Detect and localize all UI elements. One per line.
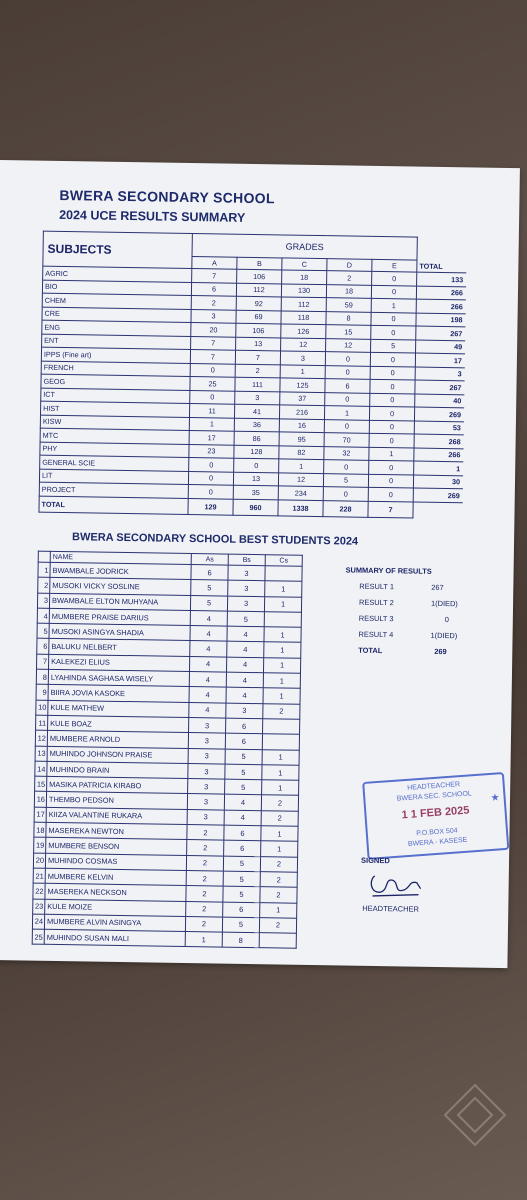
student-no: 19 [34, 837, 46, 852]
grade-count-e: 0 [370, 379, 415, 393]
student-name: MASEREKA NEWTON [46, 822, 187, 840]
student-no: 20 [33, 853, 45, 868]
student-as: 5 [191, 580, 228, 596]
grade-count-total: 53 [414, 421, 464, 435]
summary-value: 0 [444, 615, 450, 625]
student-as: 4 [189, 672, 226, 688]
student-name: KULE MATHEW [48, 700, 189, 718]
student-bs: 5 [225, 779, 262, 795]
grade-count-c: 216 [279, 405, 324, 419]
student-bs: 3 [226, 703, 263, 719]
tile-pattern-icon [440, 1080, 510, 1150]
grade-letter: D [327, 259, 372, 272]
results-sheet [0, 160, 520, 968]
student-name: MUMBERE BENSON [46, 838, 187, 856]
student-no: 6 [37, 639, 49, 654]
stamp-line: BWERA SEC. SCHOOL [396, 790, 473, 803]
grade-count-total: 267 [416, 326, 466, 340]
grade-count-e: 0 [370, 366, 415, 380]
student-cs: 1 [265, 581, 302, 597]
grade-count-d: 5 [323, 473, 368, 487]
school-stamp [362, 772, 509, 860]
grade-count-c: 16 [279, 418, 324, 432]
subject-name: FRENCH [41, 361, 190, 377]
grade-count-c: 3 [280, 351, 325, 365]
grade-count-a: 0 [188, 484, 233, 498]
summary-of-results [344, 565, 458, 662]
grade-letter: E [372, 259, 417, 272]
student-bs: 4 [227, 626, 264, 642]
grade-count-total: 30 [413, 475, 463, 489]
grade-count-a: 7 [190, 350, 235, 364]
report-title: 2024 UCE RESULTS SUMMARY [59, 207, 246, 225]
student-cs: 2 [259, 917, 296, 933]
grade-count-c: 12 [281, 337, 326, 351]
student-bs: 5 [225, 749, 262, 765]
summary-label: RESULT 2 [359, 597, 394, 608]
grade-count-c: 18 [282, 270, 327, 284]
grade-count-b: 41 [234, 404, 279, 418]
student-bs: 5 [223, 886, 260, 902]
student-cs [265, 566, 302, 582]
total-d: 228 [323, 500, 368, 517]
student-bs: 4 [224, 795, 261, 811]
grade-count-a: 0 [188, 471, 233, 485]
student-bs: 5 [225, 764, 262, 780]
grade-count-b: 13 [233, 472, 278, 486]
grade-count-d: 2 [327, 271, 372, 285]
student-name: BALUKU NELBERT [49, 639, 190, 657]
grade-count-total: 3 [415, 367, 465, 381]
stamp-line: P.O.BOX 504 [415, 827, 458, 838]
student-bs: 3 [228, 580, 265, 596]
grade-count-e: 0 [370, 352, 415, 366]
grade-count-b: 86 [234, 431, 279, 445]
student-name: KULE MOIZE [45, 899, 186, 917]
student-no: 1 [38, 562, 50, 577]
student-cs: 2 [260, 872, 297, 888]
student-bs: 5 [223, 871, 260, 887]
total-e: 7 [368, 501, 413, 518]
student-as: 5 [190, 595, 227, 611]
grade-count-e: 0 [370, 393, 415, 407]
student-name: MUHINDO BRAIN [47, 761, 188, 779]
student-as: 2 [187, 840, 224, 856]
subject-name: PROJECT [39, 482, 188, 498]
summary-label: RESULT 1 [359, 581, 395, 592]
grade-count-total: 17 [415, 353, 465, 367]
student-bs: 5 [223, 856, 260, 872]
student-as: 2 [186, 886, 223, 902]
grade-count-a: 0 [190, 390, 235, 404]
student-bs: 6 [224, 825, 261, 841]
student-cs: 1 [261, 841, 298, 857]
grade-letter: A [192, 257, 237, 270]
student-name: MUHINDO SUSAN MALI [44, 929, 185, 947]
grade-count-total: 49 [416, 340, 466, 354]
grade-count-e: 0 [369, 420, 414, 434]
student-name: BWAMBALE JODRICK [50, 562, 191, 580]
grade-count-d: 15 [326, 325, 371, 339]
student-no: 8 [36, 669, 48, 684]
grade-count-total: 266 [414, 448, 464, 462]
headteacher-label: HEADTEACHER [362, 903, 420, 914]
student-cs: 1 [263, 673, 300, 689]
student-bs: 4 [227, 642, 264, 658]
student-no: 3 [37, 593, 49, 608]
student-as: 3 [188, 733, 225, 749]
student-no: 15 [35, 776, 47, 791]
stamp-date: 1 1 FEB 2025 [401, 804, 470, 822]
student-cs: 2 [263, 703, 300, 719]
grade-count-d: 0 [324, 419, 369, 433]
grade-count-a: 6 [191, 282, 236, 296]
grade-letter: B [237, 257, 282, 270]
grade-count-b: 36 [234, 418, 279, 432]
grade-count-e: 0 [371, 312, 416, 326]
grade-count-a: 0 [190, 363, 235, 377]
student-as: 2 [186, 855, 223, 871]
student-as: 4 [189, 702, 226, 718]
grade-count-c: 95 [279, 432, 324, 446]
student-no: 12 [35, 730, 47, 745]
grade-count-e: 0 [371, 285, 416, 299]
student-no: 24 [32, 914, 44, 929]
student-as: 4 [189, 687, 226, 703]
student-no: 17 [34, 807, 46, 822]
subject-name: MTC [40, 428, 189, 444]
grade-count-c: 126 [281, 324, 326, 338]
student-cs: 2 [260, 856, 297, 872]
student-cs: 1 [264, 596, 301, 612]
student-no: 7 [37, 654, 49, 669]
grade-letter: C [282, 258, 327, 271]
total-a: 129 [188, 498, 233, 515]
cs-header: Cs [265, 555, 302, 567]
grade-count-d: 6 [325, 379, 370, 393]
grade-count-e: 0 [369, 406, 414, 420]
grade-count-e: 0 [368, 474, 413, 488]
student-bs: 8 [222, 932, 259, 948]
grade-count-b: 35 [233, 485, 278, 499]
grade-count-e: 1 [369, 447, 414, 461]
student-cs: 1 [262, 780, 299, 796]
grade-count-total: 266 [416, 286, 466, 300]
subject-name: AGRIC [43, 266, 192, 282]
total-b: 960 [233, 499, 278, 516]
student-name: MUMBERE KELVIN [45, 868, 186, 886]
name-header: NAME [50, 551, 191, 564]
grade-count-b: 111 [235, 377, 280, 391]
summary-title: SUMMARY OF RESULTS [345, 565, 432, 576]
student-cs [259, 933, 296, 949]
student-cs: 2 [260, 887, 297, 903]
subject-name: ICT [41, 388, 190, 404]
grade-count-b: 92 [236, 296, 281, 310]
grade-count-a: 7 [192, 269, 237, 283]
student-name: MUHINDO JOHNSON PRAISE [47, 746, 188, 764]
student-name: BIIRA JOVIA KASOKE [48, 685, 189, 703]
student-name: MUSOKI VICKY SOSLINE [50, 578, 191, 596]
grade-count-d: 0 [325, 392, 370, 406]
subject-name: BIO [42, 280, 191, 296]
student-name: KULE BOAZ [48, 715, 189, 733]
grade-count-total: 266 [416, 299, 466, 313]
student-no: 11 [36, 715, 48, 730]
subject-name: KISW [40, 415, 189, 431]
grade-count-a: 17 [189, 431, 234, 445]
subject-name: IPPS (Fine art) [41, 347, 190, 363]
as-header: As [191, 554, 228, 566]
grade-count-c: 12 [278, 472, 323, 486]
grade-count-total: 269 [414, 407, 464, 421]
student-cs: 1 [263, 657, 300, 673]
grade-count-d: 32 [324, 446, 369, 460]
subject-name: PHY [40, 442, 189, 458]
student-name: MASEREKA NECKSON [45, 884, 186, 902]
student-no: 2 [38, 577, 50, 592]
summary-value: 1(DIED) [431, 598, 458, 609]
student-cs [264, 612, 301, 628]
student-as: 4 [190, 641, 227, 657]
summary-total-label: TOTAL [358, 645, 383, 656]
best-students-table [32, 551, 303, 950]
student-cs: 2 [261, 795, 298, 811]
student-cs: 1 [262, 765, 299, 781]
grade-count-total: 198 [416, 313, 466, 327]
grade-count-e: 0 [368, 487, 413, 501]
grade-count-c: 1 [279, 459, 324, 473]
grade-count-d: 59 [326, 298, 371, 312]
grade-count-c: 234 [278, 486, 323, 500]
grade-count-a: 7 [191, 336, 236, 350]
grade-count-b: 128 [234, 445, 279, 459]
grade-count-c: 130 [281, 283, 326, 297]
bs-header: Bs [228, 554, 265, 566]
student-no: 13 [35, 746, 47, 761]
grade-count-c: 125 [280, 378, 325, 392]
subject-name: CHEM [42, 293, 191, 309]
student-as: 3 [188, 748, 225, 764]
student-bs: 3 [227, 596, 264, 612]
grade-count-e: 1 [371, 298, 416, 312]
student-bs: 4 [226, 672, 263, 688]
student-as: 2 [187, 825, 224, 841]
student-name: KIIZA VALANTINE RUKARA [46, 807, 187, 825]
grade-count-d: 0 [324, 460, 369, 474]
grade-count-total: 268 [414, 434, 464, 448]
grade-count-d: 0 [325, 365, 370, 379]
student-bs: 6 [224, 840, 261, 856]
grade-count-a: 11 [189, 404, 234, 418]
results-summary-table [38, 231, 466, 519]
grade-count-e: 0 [372, 271, 417, 285]
summary-label: RESULT 3 [358, 613, 394, 624]
grade-count-b: 69 [236, 310, 281, 324]
grade-count-c: 82 [279, 445, 324, 459]
star-icon: ★ [490, 792, 501, 804]
subject-name: HIST [41, 401, 190, 417]
student-cs [262, 734, 299, 750]
student-name: MUMBERE ARNOLD [47, 731, 188, 749]
grade-count-d: 0 [323, 487, 368, 501]
grade-count-a: 2 [191, 296, 236, 310]
grade-count-a: 25 [190, 377, 235, 391]
subject-name: LIT [39, 469, 188, 485]
student-cs: 1 [261, 826, 298, 842]
student-no: 10 [36, 700, 48, 715]
student-name: MUMBERE PRAISE DARIUS [49, 608, 190, 626]
grade-count-total: 1 [414, 461, 464, 475]
grade-count-d: 70 [324, 433, 369, 447]
student-no: 18 [34, 822, 46, 837]
grade-count-b: 106 [236, 323, 281, 337]
student-as: 2 [186, 870, 223, 886]
student-cs: 1 [262, 749, 299, 765]
grade-count-total: 267 [415, 380, 465, 394]
student-bs: 6 [225, 733, 262, 749]
school-title: BWERA SECONDARY SCHOOL [59, 186, 275, 207]
student-name: KALEKEZI ELIUS [49, 654, 190, 672]
grade-count-d: 0 [325, 352, 370, 366]
student-no: 21 [33, 868, 45, 883]
subject-name: GEOG [41, 374, 190, 390]
summary-value: 267 [431, 582, 444, 593]
subjects-header: SUBJECTS [43, 231, 193, 268]
student-bs: 6 [223, 902, 260, 918]
student-name: THEMBO PEDSON [46, 792, 187, 810]
grade-count-b: 0 [234, 458, 279, 472]
student-cs: 1 [264, 642, 301, 658]
subject-name: ENG [42, 320, 191, 336]
grade-count-a: 3 [191, 309, 236, 323]
student-as: 3 [189, 718, 226, 734]
best-students-title: BWERA SECONDARY SCHOOL BEST STUDENTS 2024 [71, 531, 359, 548]
student-no: 22 [33, 883, 45, 898]
grade-count-c: 112 [281, 297, 326, 311]
student-bs: 3 [228, 565, 265, 581]
student-bs: 4 [226, 687, 263, 703]
student-cs: 1 [264, 627, 301, 643]
student-no: 4 [37, 608, 49, 623]
student-as: 2 [185, 916, 222, 932]
grade-count-total: 133 [417, 272, 467, 286]
student-no: 5 [37, 623, 49, 638]
grade-count-d: 12 [326, 338, 371, 352]
grade-count-e: 0 [371, 325, 416, 339]
student-no: 23 [33, 899, 45, 914]
student-name: MUHINDO COSMAS [45, 853, 186, 871]
student-as: 1 [185, 932, 222, 948]
student-cs: 1 [260, 902, 297, 918]
subject-name: GENERAL SCIE [40, 455, 189, 471]
grade-count-a: 1 [189, 417, 234, 431]
student-as: 3 [188, 779, 225, 795]
student-as: 3 [187, 794, 224, 810]
student-no: 25 [32, 929, 44, 944]
signature-icon [366, 870, 426, 901]
grade-count-b: 2 [235, 364, 280, 378]
total-label: TOTAL [39, 496, 188, 514]
student-no: 14 [35, 761, 47, 776]
grade-count-b: 106 [237, 269, 282, 283]
grade-count-c: 37 [280, 391, 325, 405]
student-bs: 5 [227, 611, 264, 627]
student-bs: 4 [226, 657, 263, 673]
student-name: MASIKA PATRICIA KIRABO [47, 776, 188, 794]
student-bs: 4 [224, 810, 261, 826]
stamp-line: BWERA - KASESE [407, 836, 468, 848]
grade-count-e: 0 [369, 460, 414, 474]
student-cs: 2 [261, 810, 298, 826]
student-as: 2 [186, 901, 223, 917]
student-as: 6 [191, 565, 228, 581]
grade-count-b: 3 [235, 391, 280, 405]
student-bs: 5 [222, 917, 259, 933]
grade-count-b: 112 [236, 283, 281, 297]
grade-count-c: 1 [280, 364, 325, 378]
summary-total-value: 269 [434, 646, 447, 657]
student-name: LYAHINDA SAGHASA WISELY [48, 669, 189, 687]
subject-name: ENT [42, 334, 191, 350]
student-name: MUSOKI ASINGYA SHADIA [49, 624, 190, 642]
subject-name: CRE [42, 307, 191, 323]
grade-count-b: 13 [236, 337, 281, 351]
grade-count-total: 40 [415, 394, 465, 408]
grade-count-e: 5 [371, 339, 416, 353]
total-c: 1338 [278, 499, 323, 516]
student-as: 3 [187, 809, 224, 825]
stamp-line: HEADTEACHER [407, 781, 461, 792]
grade-count-d: 8 [326, 311, 371, 325]
summary-value: 1(DIED) [430, 630, 458, 641]
grade-count-e: 0 [369, 433, 414, 447]
grade-count-b: 7 [235, 350, 280, 364]
grade-count-d: 18 [326, 284, 371, 298]
grades-header: GRADES [192, 234, 417, 261]
student-no: 9 [36, 685, 48, 700]
student-row [32, 929, 296, 948]
grade-count-total: 269 [413, 488, 463, 502]
student-name: BWAMBALE ELTON MUHYANA [49, 593, 190, 611]
total-header: TOTAL [417, 260, 467, 273]
signed-label: SIGNED [360, 855, 390, 866]
student-no: 16 [34, 792, 46, 807]
student-as: 4 [189, 656, 226, 672]
grade-count-c: 118 [281, 310, 326, 324]
student-as: 3 [188, 763, 225, 779]
grade-count-a: 0 [189, 458, 234, 472]
student-cs: 1 [263, 688, 300, 704]
grade-count-a: 20 [191, 323, 236, 337]
grade-count-a: 23 [189, 444, 234, 458]
student-as: 4 [190, 610, 227, 626]
summary-label: RESULT 4 [358, 629, 394, 640]
student-as: 4 [190, 626, 227, 642]
student-cs [263, 719, 300, 735]
student-name: MUMBERE ALVIN ASINGYA [44, 914, 185, 932]
grade-count-d: 1 [324, 406, 369, 420]
student-bs: 6 [226, 718, 263, 734]
